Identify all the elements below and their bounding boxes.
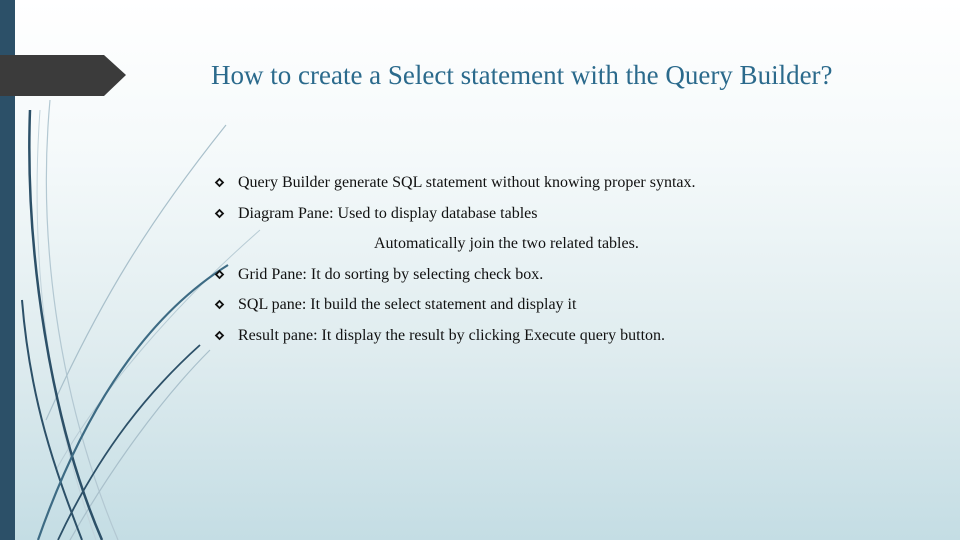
bullet-subline [214, 231, 934, 262]
bullet-item [214, 262, 934, 293]
diamond-outline-icon [214, 292, 238, 319]
bullet-text: Automatically join the two related tables. [374, 235, 639, 252]
diamond-outline-icon [214, 262, 238, 289]
bullet-item [214, 201, 934, 232]
bullet-item [214, 323, 934, 354]
diamond-outline-icon [214, 201, 238, 228]
bullet-text: Diagram Pane: Used to display database tables [238, 204, 538, 222]
bullet-text: SQL pane: It build the select statement and display it [238, 296, 577, 313]
diamond-outline-icon [214, 323, 238, 350]
diamond-outline-icon [214, 170, 238, 197]
bullet-text: Query Builder generate SQL statement without knowing proper syntax. [238, 174, 696, 191]
bullet-list [214, 170, 934, 353]
slide-title: How to create a Select statement with the Query Builder? [211, 60, 833, 90]
bullet-item [214, 170, 934, 201]
bullet-text: Grid Pane: It do sorting by selecting check box. [238, 265, 544, 283]
bullet-text: Result pane: It display the result by clicking Execute query button. [238, 326, 666, 344]
bullet-item [214, 292, 934, 323]
